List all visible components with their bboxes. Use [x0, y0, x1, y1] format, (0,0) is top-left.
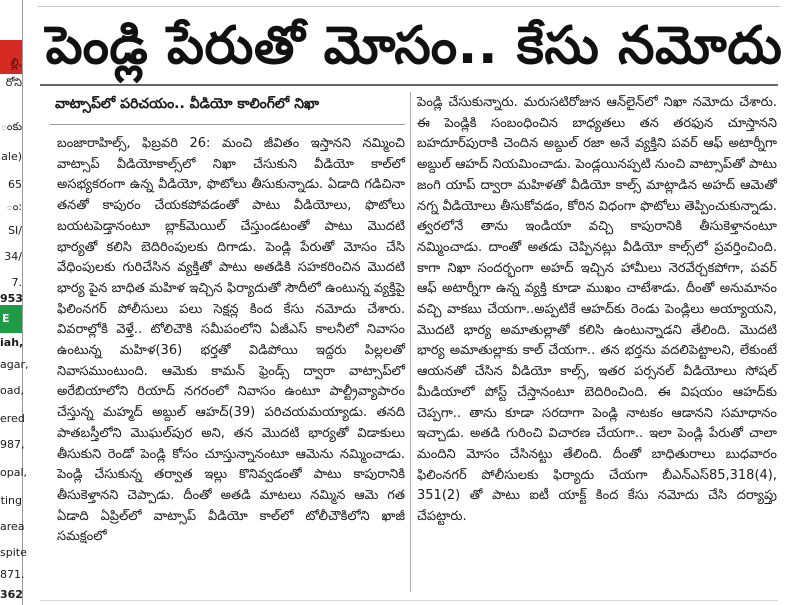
edge-fragment: 987, — [0, 438, 25, 451]
bottom-rule — [40, 600, 778, 601]
article-body-left-column: బంజారాహిల్స్, ఫిబ్రవరి 26: మంచి జీవితం ఇస్తానని నమ్మించి వాట్సాప్ వీడియోకాల్స్‌లో నిఖా చేసుకుని వీడియో కాల్‌లో అసభ్యకరంగా ఉన్న వీడియో, ఫొటోలు తీసుకున్నాడు. ఏడాది గడిచినా తనతో కాపురం చేయకపోవడంతో పాటు వీడియోలు, ఫొటోలు బయటపెడ్తానంటూ బ్లాక్‌మెయిల్ చేస్తుండటంతో పాటు మొదటి భార్యతో కలిసి బెదిరింపులకు దిగాడు. పెండ్లి పేరుతో మోసం చేసి వేధింపులకు గురిచేసిన వ్యక్తితో పాటు అతడికి సహకరించిన మొదటి భార్య పైన బాధిత మహిళ ఇచ్చిన ఫిర్యాదుతో సౌదీలో ఉంటున్న వ్యక్తిపై ఫిలింనగర్ పోలీసులు పలు సెక్షన్ల కింద కేసు నమోదు చేశారు. వివరాల్లోకి వెళ్తే.. టోలిచౌకి సమీపంలోని ఏజీఎస్ కాలనీలో నివాసం ఉంటున్న మహిళ(36) భర్తతో విడిపోయి ఇద్దరు పిల్లలతో నివాసముంటుంది. ఆమెకు కామన్ ఫ్రెండ్స్ ద్వారా వాట్సాప్‌లో అరేబియాలోని రియాద్ నగరంలో నివాసం ఉంటూ పాల్ట్రీవ్యాపారం చేస్తున్న మహ్మద్ అబ్దుల్ ఆహద్(39) పరిచయమయ్యాడు. తనది పాతబస్తీలోని మొఘల్‌పుర అని, తన మొదటి భార్యతో విడాకులు తీసుకుని రెండో పెండ్లి కోసం చూస్తున్నానంటూ ఆమెను నమ్మించాడు. పెండ్లి చేసుకున్న తర్వాత ఇల్లు కొనివ్వడంతో పాటు కాపురానికి తీసుకెళ్తానని చెప్పాడు. దీంతో అతడి మాటలు నమ్మిన ఆమె గత ఏడాది ఏప్రిల్‌లో వాట్సాప్ వీడియో కాల్‌లో టోలీచౌకిలోని ఖాజీ సమక్షంలో — [57, 136, 405, 545]
edge-fragment: 65 — [8, 178, 22, 191]
edge-fragment: spite — [0, 546, 27, 559]
edge-fragment: ered — [0, 412, 25, 425]
edge-fragment: area — [0, 520, 25, 533]
edge-fragment: SI/ — [8, 224, 22, 237]
subheading-rule — [50, 124, 405, 125]
edge-fragment: 34/ — [4, 250, 22, 263]
edge-fragment: రోని — [5, 76, 22, 89]
edge-fragment: ల్లి, — [10, 56, 22, 69]
edge-fragment: 871. — [0, 568, 25, 581]
subheading: వాట్సాప్‌లో పరిచయం.. వీడియో కాలింగ్‌లో నిఖా — [55, 96, 320, 112]
edge-fragment: ంకు — [0, 120, 22, 133]
edge-fragment: E — [2, 312, 10, 325]
edge-fragment: 953 — [0, 292, 23, 305]
edge-fragment: oad, — [0, 384, 24, 397]
edge-fragment: 362 — [0, 588, 23, 601]
article-body-right-column: పెండ్లి చేసుకున్నారు. మరుసటిరోజున ఆన్‌లైన్‌లో నిఖా నమోదు చేశారు. ఈ పెండ్లికి సంబంధించిన బాధ్యతలు తన తరఫున చూస్తానని బహదూర్‌పురాకి చెందిన అబ్దుల్ రజా అనే వ్యక్తిని పవర్ ఆఫ్ అటార్నీగా అబ్దుల్ ఆహద్ నియమించాడు. పెండ్లయినప్పటి నుంచి వాట్సాప్‌తో పాటు జంగి యాప్ ద్వారా మహిళతో వీడియో కాల్స్ మాట్లాడిన అహద్ ఆమెతో నగ్న వీడియోలు తీసుకోవడం, కోరిన విధంగా ఫొటోలు తెప్పించుకున్నాడు. త్వరలోనే తాను ఇండియా వచ్చి కాపురానికి తీసుకెళ్తానంటూ నమ్మించాడు. దాంతో అతడు చెప్పినట్లు వీడియో కాల్స్‌లో ప్రవర్తించింది. కాగా నిఖా సందర్భంగా అహద్ ఇచ్చిన హామీలు నెరవేర్చకపోగా, పవర్ ఆఫ్ అటార్నీగా ఉన్న వ్యక్తి కూడా ముఖం చాటేశాడు. దీంతో అనుమానం వచ్చి వాకబు చేయగా..అప్పటికే ఆహద్‌కు రెండు పెండ్లిలు అయ్యాయని, మొదటి భార్య అమాతుల్లాతో కలిసి ఉంటున్నాడని తేలింది. మొదటి భార్య అమాతుల్లాకు కాల్ చేయగా.. తన భర్తను వదలిపెట్టాలని, లేకుంటే ఆయనతో చేసిన వీడియో కాల్స్, ఇతర పర్సనల్ వీడియోలు సోషల్ మీడియాలో పోస్ట్ చేస్తానంటూ బెదిరించింది. ఈ విషయం ఆహద్‌కు చెప్పగా.. తాను కూడా సరదాగా పెండ్లి నాటకం ఆడానని సమాధానం ఇచ్చాడు. అతడి గురించి విచారణ చేయగా.. ఇలా పెండ్లి పేరుతో చాలా మందిని మోసం చేసినట్టు తేలింది. దీంతో బాధితురాలు బుధవారం ఫిలింనగర్ పోలీసులకు ఫిర్యాదు చేయగా బీఎన్ఎస్85,318(4), 351(2) తో పాటు ఐటీ యాక్ట్ కింద కేసు నమోదు చేసి దర్యాప్తు చేపట్టారు. — [417, 95, 777, 525]
adjacent-column-cropped — [0, 0, 29, 605]
edge-fragment: ting — [0, 494, 22, 507]
headline-rule — [40, 84, 778, 86]
column-divider — [410, 92, 411, 592]
edge-fragment: iah, — [0, 336, 24, 349]
top-rule — [38, 6, 780, 7]
edge-fragment: opal, — [0, 466, 28, 479]
headline: పెండ్లి పేరుతో మోసం.. కేసు నమోదు — [45, 16, 783, 76]
edge-fragment: ale) — [1, 150, 22, 163]
edge-fragment: agar, — [0, 358, 29, 371]
edge-fragment: 7. — [11, 276, 22, 289]
edge-fragment: ం: — [6, 200, 22, 213]
